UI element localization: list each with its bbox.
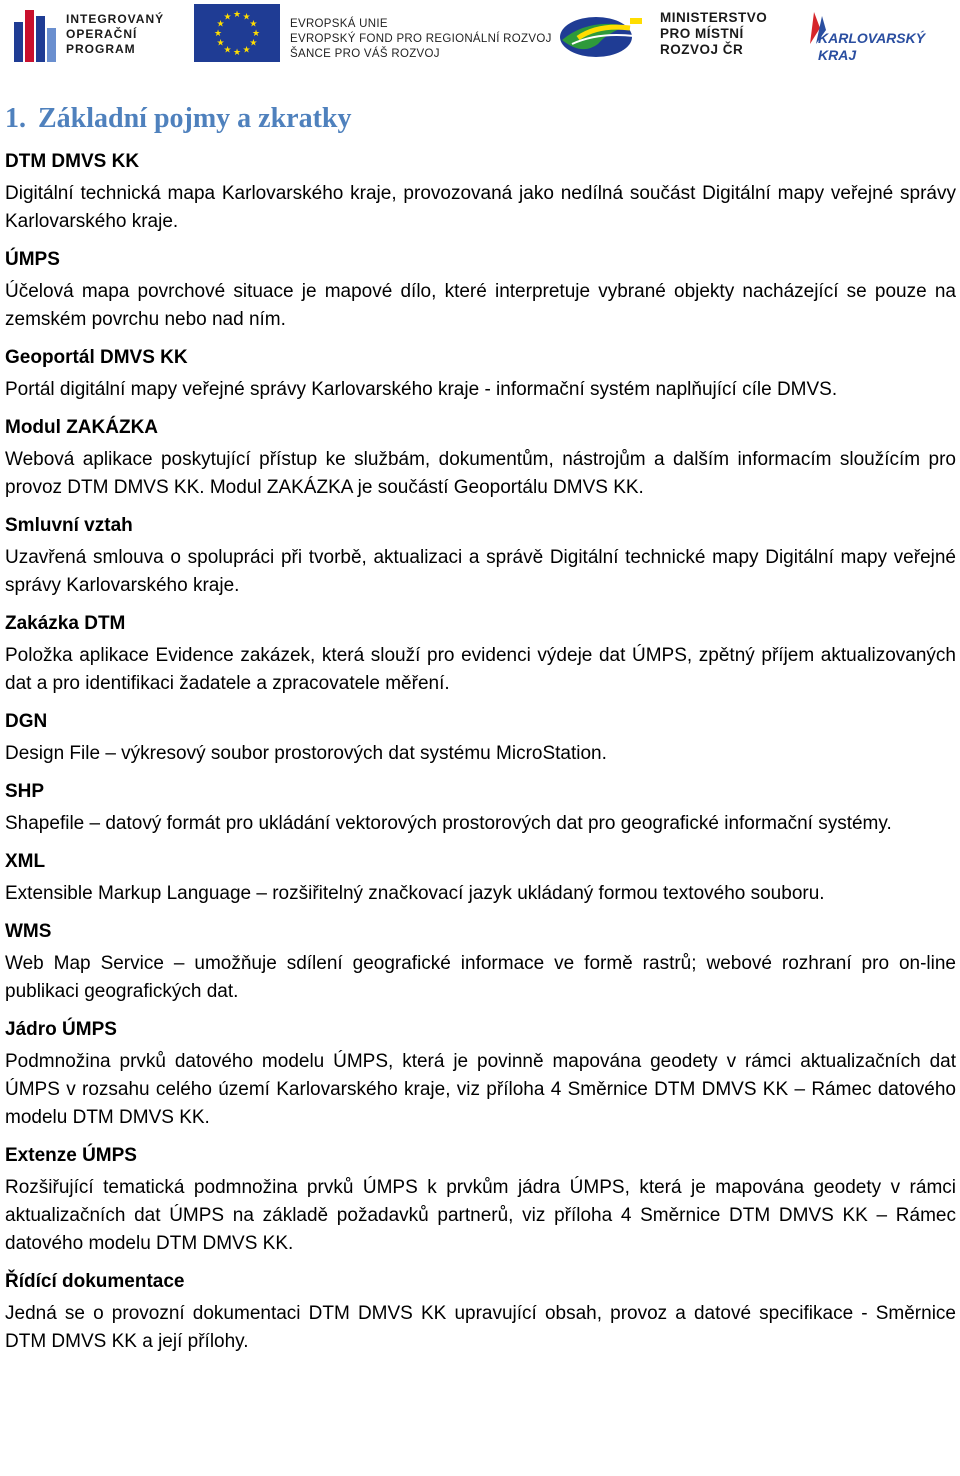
svg-text:★: ★ bbox=[249, 18, 258, 29]
mmr-logo-text: MINISTERSTVO PRO MÍSTNÍ ROZVOJ ČR bbox=[660, 10, 768, 57]
svg-text:★: ★ bbox=[242, 11, 251, 22]
svg-text:★: ★ bbox=[216, 37, 225, 48]
mmr-road-icon bbox=[558, 10, 646, 60]
kk-logo-text: KARLOVARSKÝ KRAJ bbox=[818, 30, 926, 63]
karlovarsky-kraj-logo bbox=[800, 8, 930, 66]
document-body bbox=[5, 100, 956, 1356]
section-title: Základní pojmy a zkratky bbox=[38, 103, 352, 134]
term-heading: ÚMPS bbox=[5, 249, 60, 270]
svg-text:★: ★ bbox=[216, 18, 225, 29]
term-definition: Účelová mapa povrchové situace je mapové dílo, které interpretuje vybrané objekty nacházející se pouze na zemském povrchu nebo nad ním. bbox=[5, 281, 956, 330]
svg-text:★: ★ bbox=[249, 37, 258, 48]
term-definition: Portál digitální mapy veřejné správy Karlovarského kraje - informační systém naplňující cíle DMVS. bbox=[5, 379, 838, 400]
svg-text:★: ★ bbox=[223, 11, 232, 22]
term-heading: Smluvní vztah bbox=[5, 515, 133, 536]
iop-logo-text: INTEGROVANÝ OPERAČNÍ PROGRAM bbox=[66, 12, 165, 56]
term-heading: SHP bbox=[5, 781, 45, 802]
term-heading: Extenze ÚMPS bbox=[5, 1145, 137, 1166]
term-heading: Zakázka DTM bbox=[5, 613, 126, 634]
term-heading: DGN bbox=[5, 711, 48, 732]
svg-text:★: ★ bbox=[223, 44, 232, 55]
term-definition: Položka aplikace Evidence zakázek, která slouží pro evidenci výdeje dat ÚMPS, zpětný příjem aktualizovaných dat a pro identifikaci žadatele a zpracovatele měření. bbox=[5, 645, 956, 694]
svg-text:★: ★ bbox=[232, 47, 242, 57]
svg-text:★: ★ bbox=[251, 28, 261, 38]
term-definition: Rozšiřující tematická podmnožina prvků ÚMPS k prvkům jádra ÚMPS, která je mapována geodety v rámci aktualizačních dat ÚMPS na základě požadavků partnerů, viz příloha 4 Směrnice DTM DMVS KK – Rámec datového modelu DTM DMVS KK. bbox=[5, 1177, 956, 1254]
svg-text:★: ★ bbox=[232, 9, 242, 19]
svg-text:★: ★ bbox=[242, 44, 251, 55]
term-definition: Extensible Markup Language – rozšiřitelný značkovací jazyk ukládaný formou textového souboru. bbox=[5, 883, 825, 904]
definition-list bbox=[5, 150, 956, 1356]
section-heading bbox=[5, 100, 956, 138]
term-definition: Webová aplikace poskytující přístup ke službám, dokumentům, nástrojům a dalším informacím sloužícím pro provoz DTM DMVS KK. Modul ZAKÁZKA je součástí Geoportálu DMVS KK. bbox=[5, 449, 956, 498]
term-heading: Modul ZAKÁZKA bbox=[5, 417, 159, 438]
term-definition: Digitální technická mapa Karlovarského kraje, provozovaná jako nedílná součást Digitální mapy veřejné správy Karlovarského kraje. bbox=[5, 183, 956, 232]
term-heading: Jádro ÚMPS bbox=[5, 1019, 117, 1040]
iop-bars-icon bbox=[14, 10, 58, 62]
term-definition: Podmnožina prvků datového modelu ÚMPS, která je povinně mapována geodety v rámci aktualizačních dat ÚMPS v rozsahu celého území Karlovarského kraje, viz příloha 4 Směrnice DTM DMVS KK – Rámec datového modelu DTM DMVS KK. bbox=[5, 1051, 956, 1128]
term-heading: Geoportál DMVS KK bbox=[5, 347, 188, 368]
term-definition: Shapefile – datový formát pro ukládání vektorových prostorových dat pro geografické informační systémy. bbox=[5, 813, 892, 834]
term-heading: Řídící dokumentace bbox=[5, 1271, 185, 1292]
iop-logo bbox=[14, 6, 174, 64]
term-definition: Uzavřená smlouva o spolupráci při tvorbě, aktualizaci a správě Digitální technické mapy Digitální mapy veřejné správy Karlovarského kraje. bbox=[5, 547, 956, 596]
term-heading: XML bbox=[5, 851, 46, 872]
eu-flag-icon bbox=[194, 4, 280, 62]
term-definition: Web Map Service – umožňuje sdílení geografické informace ve formě rastrů; webové rozhraní pro on-line publikaci geografických dat. bbox=[5, 953, 956, 1002]
svg-text:★: ★ bbox=[213, 28, 223, 38]
term-definition: Design File – výkresový soubor prostorových dat systému MicroStation. bbox=[5, 743, 607, 764]
term-definition: Jedná se o provozní dokumentaci DTM DMVS KK upravující obsah, provoz a datové specifikace - Směrnice DTM DMVS KK a její přílohy. bbox=[5, 1303, 956, 1352]
logo-header bbox=[0, 0, 960, 80]
term-heading: DTM DMVS KK bbox=[5, 151, 140, 172]
eu-logo-text: EVROPSKÁ UNIE EVROPSKÝ FOND PRO REGIONÁLNÍ ROZVOJ ŠANCE PRO VÁŠ ROZVOJ bbox=[290, 18, 552, 60]
section-number: 1. bbox=[5, 103, 26, 134]
term-heading: WMS bbox=[5, 921, 52, 942]
